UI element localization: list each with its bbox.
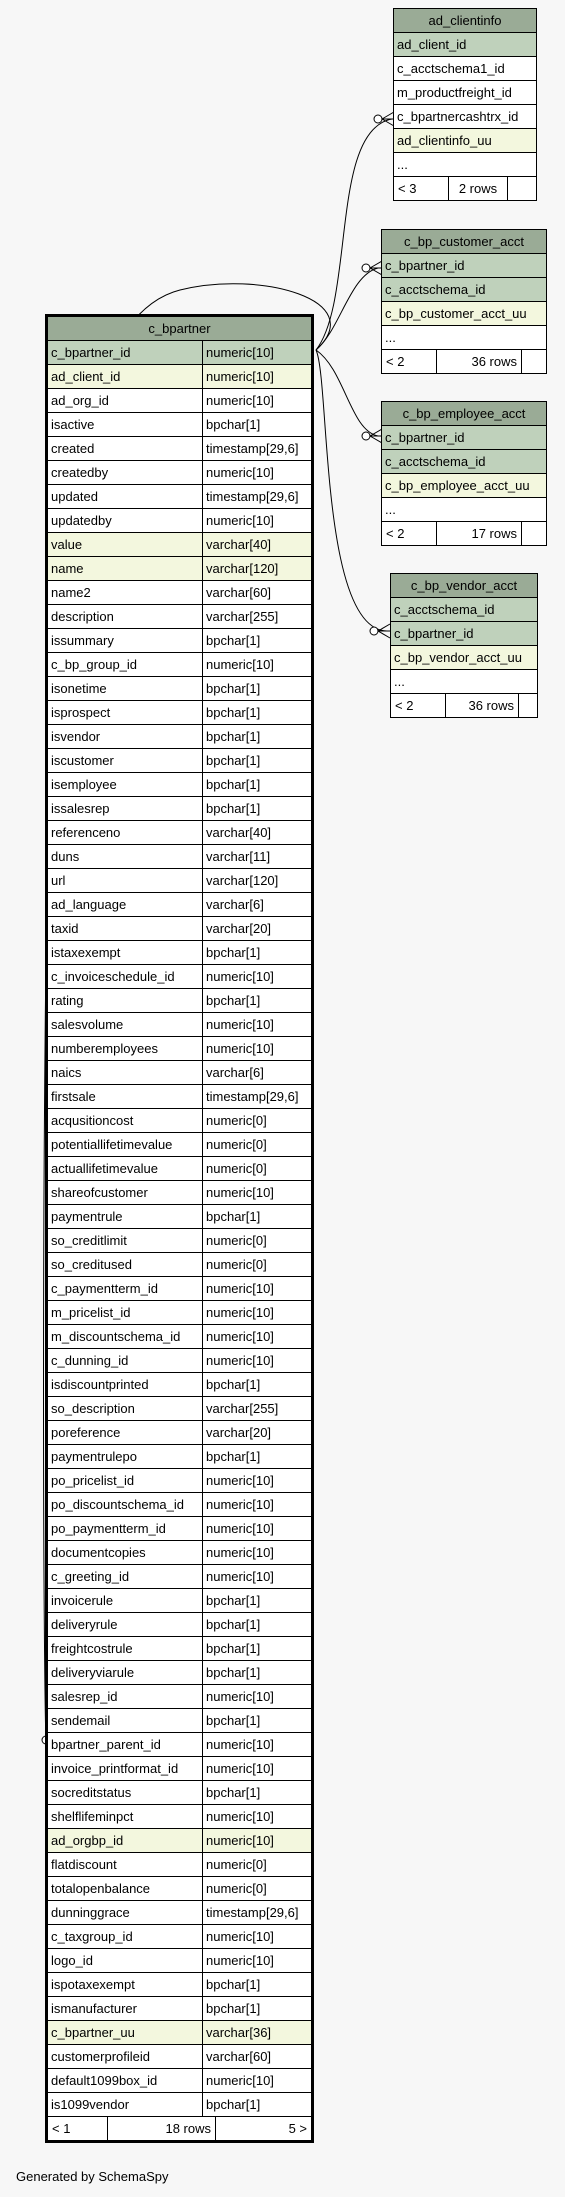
column-row[interactable] [47, 701, 313, 725]
column-name: documentcopies [47, 1541, 203, 1565]
column-row[interactable] [47, 533, 313, 557]
column-row[interactable] [47, 773, 313, 797]
column-row[interactable] [47, 1565, 313, 1589]
table-c-bpartner[interactable] [45, 314, 314, 2143]
rows-count: 36 rows [446, 694, 519, 717]
column-name: m_discountschema_id [47, 1325, 203, 1349]
column-row[interactable] [391, 622, 538, 646]
column-row[interactable] [47, 1925, 313, 1949]
column-name: invoicerule [47, 1589, 203, 1613]
column-name: c_acctschema_id [382, 278, 547, 302]
column-row[interactable] [47, 389, 313, 413]
column-type: numeric[10] [203, 1805, 313, 1829]
column-name: logo_id [47, 1949, 203, 1973]
column-row[interactable] [47, 1349, 313, 1373]
column-type: bpchar[1] [203, 1445, 313, 1469]
column-type: numeric[10] [203, 1757, 313, 1781]
column-name: is1099vendor [47, 2093, 203, 2117]
column-type: numeric[10] [203, 1517, 313, 1541]
column-type: bpchar[1] [203, 1613, 313, 1637]
table-c-bp-employee-acct[interactable] [381, 401, 547, 546]
column-name: isdiscountprinted [47, 1373, 203, 1397]
column-name: name2 [47, 581, 203, 605]
column-type: bpchar[1] [203, 1637, 313, 1661]
column-name: sendemail [47, 1709, 203, 1733]
column-row[interactable] [47, 1277, 313, 1301]
children-count[interactable] [522, 350, 546, 373]
column-type: numeric[10] [203, 1301, 313, 1325]
generator-credit: Generated by SchemaSpy [16, 2169, 169, 2184]
column-name: isprospect [47, 701, 203, 725]
column-type: bpchar[1] [203, 941, 313, 965]
column-row[interactable] [47, 1901, 313, 1925]
column-name: poreference [47, 1421, 203, 1445]
column-type: numeric[10] [203, 2069, 313, 2093]
column-type: bpchar[1] [203, 989, 313, 1013]
column-row[interactable] [47, 1229, 313, 1253]
column-name: actuallifetimevalue [47, 1157, 203, 1181]
column-type: numeric[0] [203, 1133, 313, 1157]
column-row[interactable] [47, 1109, 313, 1133]
column-type: numeric[10] [203, 1037, 313, 1061]
column-row[interactable] [391, 670, 538, 694]
column-type: numeric[10] [203, 1325, 313, 1349]
column-row[interactable] [47, 749, 313, 773]
column-row[interactable] [47, 1685, 313, 1709]
column-type: varchar[11] [203, 845, 313, 869]
column-name: ad_org_id [47, 389, 203, 413]
column-type: bpchar[1] [203, 1781, 313, 1805]
column-name: ad_language [47, 893, 203, 917]
column-row[interactable] [47, 965, 313, 989]
column-name: iscustomer [47, 749, 203, 773]
column-row[interactable] [47, 869, 313, 893]
column-row[interactable] [47, 845, 313, 869]
table-title[interactable]: ad_clientinfo [394, 9, 537, 33]
column-row[interactable] [47, 1445, 313, 1469]
column-type: numeric[10] [203, 1541, 313, 1565]
column-type: numeric[10] [203, 1013, 313, 1037]
column-row[interactable] [47, 1181, 313, 1205]
column-type: bpchar[1] [203, 1205, 313, 1229]
column-row[interactable] [47, 2021, 313, 2045]
column-type: numeric[10] [203, 1733, 313, 1757]
column-name: c_bp_group_id [47, 653, 203, 677]
column-name: bpartner_parent_id [47, 1733, 203, 1757]
column-type: timestamp[29,6] [203, 1085, 313, 1109]
column-row[interactable] [47, 509, 313, 533]
column-row[interactable] [47, 1853, 313, 1877]
column-name: paymentrulepo [47, 1445, 203, 1469]
column-type: numeric[0] [203, 1253, 313, 1277]
column-row[interactable] [47, 2045, 313, 2069]
column-row[interactable] [47, 2093, 313, 2117]
column-row[interactable] [47, 413, 313, 437]
column-row[interactable] [47, 1517, 313, 1541]
column-type: varchar[6] [203, 893, 313, 917]
table-title[interactable]: c_bp_vendor_acct [391, 574, 538, 598]
column-type: bpchar[1] [203, 677, 313, 701]
column-type: varchar[60] [203, 2045, 313, 2069]
parents-count[interactable]: < 2 [382, 350, 437, 373]
column-name: po_discountschema_id [47, 1493, 203, 1517]
column-name: referenceno [47, 821, 203, 845]
column-row[interactable] [47, 725, 313, 749]
column-row[interactable] [382, 498, 547, 522]
table-ad-clientinfo[interactable] [393, 8, 537, 201]
column-row[interactable] [47, 1589, 313, 1613]
column-type: bpchar[1] [203, 2093, 313, 2117]
rows-count: 18 rows [108, 2117, 216, 2140]
column-name: ad_orgbp_id [47, 1829, 203, 1853]
column-row[interactable] [47, 1493, 313, 1517]
table-c-bp-customer-acct[interactable] [381, 229, 547, 374]
column-name: ad_clientinfo_uu [394, 129, 537, 153]
cardinality-marker [370, 627, 378, 635]
column-name: shelflifeminpct [47, 1805, 203, 1829]
link-to-c-bp-customer-acct [316, 268, 378, 350]
column-type: numeric[10] [203, 653, 313, 677]
column-row[interactable] [47, 581, 313, 605]
column-type: numeric[10] [203, 341, 313, 365]
column-row[interactable] [47, 1421, 313, 1445]
column-type: numeric[0] [203, 1157, 313, 1181]
table-footer [47, 2117, 313, 2142]
children-count[interactable]: 5 > [288, 2121, 307, 2136]
column-row[interactable] [47, 1877, 313, 1901]
rows-count: 36 rows [437, 350, 522, 373]
column-type: varchar[6] [203, 1061, 313, 1085]
column-row[interactable] [47, 461, 313, 485]
column-name: naics [47, 1061, 203, 1085]
column-type: numeric[0] [203, 1877, 313, 1901]
column-name: isemployee [47, 773, 203, 797]
column-row[interactable] [382, 278, 547, 302]
parents-count[interactable]: < 2 [391, 694, 446, 717]
column-name: c_taxgroup_id [47, 1925, 203, 1949]
column-name: c_dunning_id [47, 1349, 203, 1373]
column-name: c_bpartner_id [391, 622, 538, 646]
column-row[interactable] [47, 1829, 313, 1853]
cardinality-marker [374, 115, 382, 123]
column-name: ... [382, 326, 547, 350]
column-name: c_acctschema_id [391, 598, 538, 622]
column-row[interactable] [391, 646, 538, 670]
column-row[interactable] [47, 1709, 313, 1733]
column-type: numeric[10] [203, 389, 313, 413]
crowfoot-marker [378, 624, 390, 638]
column-row[interactable] [47, 1469, 313, 1493]
column-row[interactable] [47, 1037, 313, 1061]
column-name: deliveryviarule [47, 1661, 203, 1685]
column-name: totalopenbalance [47, 1877, 203, 1901]
column-row[interactable] [47, 629, 313, 653]
table-title[interactable]: c_bp_customer_acct [382, 230, 547, 254]
link-to-c-bp-vendor-acct [316, 350, 387, 631]
column-name: so_creditused [47, 1253, 203, 1277]
column-row[interactable] [47, 1013, 313, 1037]
column-name: c_bpartner_id [382, 426, 547, 450]
column-row[interactable] [382, 450, 547, 474]
column-type: numeric[10] [203, 365, 313, 389]
column-name: po_pricelist_id [47, 1469, 203, 1493]
column-row[interactable] [391, 598, 538, 622]
column-type: timestamp[29,6] [203, 1901, 313, 1925]
column-name: ... [394, 153, 537, 177]
column-row[interactable] [47, 1661, 313, 1685]
column-row[interactable] [47, 557, 313, 581]
column-type: bpchar[1] [203, 1373, 313, 1397]
column-row[interactable] [47, 1373, 313, 1397]
column-row[interactable] [382, 254, 547, 278]
column-type: timestamp[29,6] [203, 437, 313, 461]
column-type: bpchar[1] [203, 749, 313, 773]
column-type: bpchar[1] [203, 1997, 313, 2021]
column-row[interactable] [394, 33, 537, 57]
column-type: bpchar[1] [203, 413, 313, 437]
column-row[interactable] [47, 653, 313, 677]
column-name: ispotaxexempt [47, 1973, 203, 1997]
column-name: c_acctschema_id [382, 450, 547, 474]
column-type: bpchar[1] [203, 1661, 313, 1685]
column-row[interactable] [394, 129, 537, 153]
column-name: so_creditlimit [47, 1229, 203, 1253]
column-row[interactable] [47, 1541, 313, 1565]
column-name: numberemployees [47, 1037, 203, 1061]
parents-count[interactable]: < 3 [394, 177, 449, 200]
column-row[interactable] [47, 917, 313, 941]
column-name: createdby [47, 461, 203, 485]
cardinality-marker [362, 432, 370, 440]
column-name: salesvolume [47, 1013, 203, 1037]
column-name: deliveryrule [47, 1613, 203, 1637]
column-type: numeric[10] [203, 1181, 313, 1205]
cardinality-marker [362, 264, 370, 272]
column-type: numeric[10] [203, 1493, 313, 1517]
column-name: taxid [47, 917, 203, 941]
column-row[interactable] [47, 1757, 313, 1781]
column-name: potentiallifetimevalue [47, 1133, 203, 1157]
column-name: c_bp_customer_acct_uu [382, 302, 547, 326]
column-row[interactable] [47, 341, 313, 365]
column-row[interactable] [47, 1397, 313, 1421]
column-row[interactable] [47, 1805, 313, 1829]
table-c-bp-vendor-acct[interactable] [390, 573, 538, 718]
column-name: ad_client_id [394, 33, 537, 57]
column-name: m_productfreight_id [394, 81, 537, 105]
column-type: varchar[40] [203, 533, 313, 557]
column-name: c_bpartnercashtrx_id [394, 105, 537, 129]
column-row[interactable] [47, 821, 313, 845]
column-name: flatdiscount [47, 1853, 203, 1877]
column-name: acqusitioncost [47, 1109, 203, 1133]
table-title[interactable]: c_bp_employee_acct [382, 402, 547, 426]
column-name: c_bpartner_id [382, 254, 547, 278]
column-type: varchar[20] [203, 917, 313, 941]
column-name: c_bpartner_uu [47, 2021, 203, 2045]
column-type: bpchar[1] [203, 1973, 313, 1997]
table-title[interactable]: c_bpartner [47, 316, 313, 341]
column-type: numeric[10] [203, 461, 313, 485]
column-row[interactable] [47, 1157, 313, 1181]
column-type: numeric[10] [203, 1925, 313, 1949]
column-name: salesrep_id [47, 1685, 203, 1709]
column-row[interactable] [47, 2069, 313, 2093]
column-type: varchar[20] [203, 1421, 313, 1445]
column-row[interactable] [47, 1133, 313, 1157]
column-name: c_bp_employee_acct_uu [382, 474, 547, 498]
column-name: value [47, 533, 203, 557]
column-name: po_paymentterm_id [47, 1517, 203, 1541]
column-row[interactable] [47, 797, 313, 821]
column-row[interactable] [47, 1301, 313, 1325]
column-row[interactable] [47, 1325, 313, 1349]
column-name: rating [47, 989, 203, 1013]
column-name: description [47, 605, 203, 629]
column-row[interactable] [47, 941, 313, 965]
children-count[interactable] [508, 177, 536, 200]
column-type: varchar[255] [203, 1397, 313, 1421]
column-type: bpchar[1] [203, 1589, 313, 1613]
column-type: numeric[0] [203, 1109, 313, 1133]
column-row[interactable] [394, 57, 537, 81]
column-row[interactable] [47, 1205, 313, 1229]
column-row[interactable] [394, 105, 537, 129]
column-type: numeric[10] [203, 1565, 313, 1589]
column-row[interactable] [47, 1997, 313, 2021]
column-name: issummary [47, 629, 203, 653]
column-row[interactable] [382, 302, 547, 326]
column-name: url [47, 869, 203, 893]
children-count[interactable] [519, 694, 537, 717]
column-row[interactable] [382, 426, 547, 450]
column-name: ... [391, 670, 538, 694]
column-row[interactable] [47, 1733, 313, 1757]
column-name: so_description [47, 1397, 203, 1421]
column-row[interactable] [47, 989, 313, 1013]
column-name: c_acctschema1_id [394, 57, 537, 81]
column-type: bpchar[1] [203, 629, 313, 653]
column-row[interactable] [47, 893, 313, 917]
column-type: varchar[120] [203, 869, 313, 893]
column-name: istaxexempt [47, 941, 203, 965]
column-type: bpchar[1] [203, 797, 313, 821]
column-name: isactive [47, 413, 203, 437]
column-row[interactable] [47, 485, 313, 509]
column-name: duns [47, 845, 203, 869]
column-row[interactable] [47, 437, 313, 461]
column-type: numeric[0] [203, 1853, 313, 1877]
children-count[interactable] [522, 522, 546, 545]
column-type: bpchar[1] [203, 1709, 313, 1733]
column-name: paymentrule [47, 1205, 203, 1229]
column-name: isonetime [47, 677, 203, 701]
rows-count: 17 rows [437, 522, 522, 545]
column-name: invoice_printformat_id [47, 1757, 203, 1781]
column-type: timestamp[29,6] [203, 485, 313, 509]
column-name: ... [382, 498, 547, 522]
column-row[interactable] [382, 326, 547, 350]
column-row[interactable] [47, 1973, 313, 1997]
column-type: numeric[10] [203, 1469, 313, 1493]
column-name: socreditstatus [47, 1781, 203, 1805]
column-type: varchar[40] [203, 821, 313, 845]
column-name: name [47, 557, 203, 581]
column-row[interactable] [47, 605, 313, 629]
column-row[interactable] [394, 81, 537, 105]
column-name: c_bp_vendor_acct_uu [391, 646, 538, 670]
column-name: c_bpartner_id [47, 341, 203, 365]
column-row[interactable] [47, 1781, 313, 1805]
column-row[interactable] [47, 1253, 313, 1277]
column-row[interactable] [47, 1613, 313, 1637]
column-type: numeric[10] [203, 1349, 313, 1373]
column-name: m_pricelist_id [47, 1301, 203, 1325]
column-name: issalesrep [47, 797, 203, 821]
column-type: numeric[0] [203, 1229, 313, 1253]
column-name: customerprofileid [47, 2045, 203, 2069]
column-row[interactable] [382, 474, 547, 498]
parents-count[interactable]: < 2 [382, 522, 437, 545]
column-type: varchar[120] [203, 557, 313, 581]
column-name: ad_client_id [47, 365, 203, 389]
column-name: shareofcustomer [47, 1181, 203, 1205]
column-name: ismanufacturer [47, 1997, 203, 2021]
column-type: numeric[10] [203, 965, 313, 989]
column-type: bpchar[1] [203, 725, 313, 749]
column-name: c_paymentterm_id [47, 1277, 203, 1301]
column-type: numeric[10] [203, 509, 313, 533]
column-name: firstsale [47, 1085, 203, 1109]
column-type: varchar[36] [203, 2021, 313, 2045]
column-row[interactable] [47, 1949, 313, 1973]
column-row[interactable] [394, 153, 537, 177]
column-type: bpchar[1] [203, 773, 313, 797]
column-type: varchar[60] [203, 581, 313, 605]
column-name: c_invoiceschedule_id [47, 965, 203, 989]
column-type: varchar[255] [203, 605, 313, 629]
column-row[interactable] [47, 677, 313, 701]
column-name: updatedby [47, 509, 203, 533]
column-type: numeric[10] [203, 1685, 313, 1709]
column-name: c_greeting_id [47, 1565, 203, 1589]
column-row[interactable] [47, 1637, 313, 1661]
column-name: dunninggrace [47, 1901, 203, 1925]
column-type: numeric[10] [203, 1829, 313, 1853]
column-row[interactable] [47, 365, 313, 389]
column-row[interactable] [47, 1085, 313, 1109]
column-name: isvendor [47, 725, 203, 749]
column-type: numeric[10] [203, 1949, 313, 1973]
column-type: numeric[10] [203, 1277, 313, 1301]
column-row[interactable] [47, 1061, 313, 1085]
parents-count[interactable]: < 1 [48, 2117, 108, 2140]
column-type: bpchar[1] [203, 701, 313, 725]
column-name: freightcostrule [47, 1637, 203, 1661]
column-name: updated [47, 485, 203, 509]
column-name: default1099box_id [47, 2069, 203, 2093]
rows-count: 2 rows [449, 177, 508, 200]
column-name: created [47, 437, 203, 461]
